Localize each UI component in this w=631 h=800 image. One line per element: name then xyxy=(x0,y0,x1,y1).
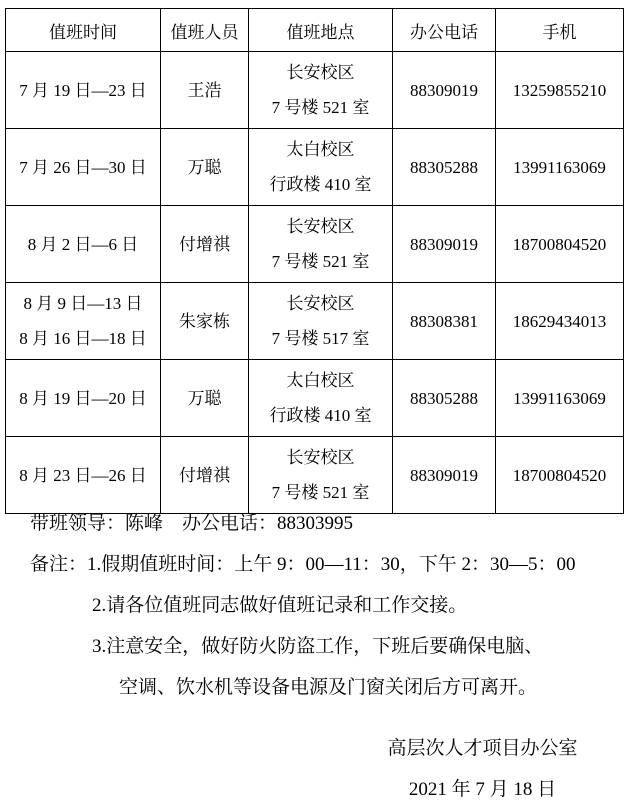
signature-block xyxy=(340,737,625,800)
cell-office-phone xyxy=(393,283,496,360)
cell-office-phone xyxy=(393,360,496,437)
office-phone: 88305288 xyxy=(410,388,478,408)
cell-office-phone xyxy=(393,129,496,206)
duty-person: 万聪 xyxy=(187,388,222,408)
duty-schedule-table xyxy=(5,8,624,514)
mobile-number: 18629434013 xyxy=(512,311,607,331)
cell-duty-person xyxy=(161,437,249,514)
cell-duty-time xyxy=(6,283,161,360)
header-mobile: 手机 xyxy=(496,9,624,52)
office-phone: 88309019 xyxy=(410,234,478,254)
duty-person: 付增祺 xyxy=(179,234,230,254)
location-campus: 长安校区 xyxy=(286,448,355,467)
location-room: 行政楼 410 室 xyxy=(269,406,372,425)
leader-line: 带班领导：陈峰 办公电话：88303995 xyxy=(30,513,354,534)
duty-time-line: 8 月 9 日—13 日 xyxy=(23,294,143,313)
office-phone: 88309019 xyxy=(410,80,478,100)
location-campus: 太白校区 xyxy=(286,371,355,390)
cell-duty-person xyxy=(161,283,249,360)
cell-duty-person xyxy=(161,129,249,206)
signature-date: 2021 年 7 月 18 日 xyxy=(408,779,557,800)
office-phone: 88305288 xyxy=(410,157,478,177)
header-office-phone: 办公电话 xyxy=(393,9,496,52)
cell-duty-person xyxy=(161,52,249,129)
location-campus: 长安校区 xyxy=(286,294,355,313)
duty-time-line: 7 月 19 日—23 日 xyxy=(19,80,147,100)
cell-duty-time xyxy=(6,437,161,514)
cell-office-phone xyxy=(393,52,496,129)
location-campus: 太白校区 xyxy=(286,140,355,159)
header-duty-time: 值班时间 xyxy=(6,9,161,52)
cell-mobile xyxy=(496,52,624,129)
table-row xyxy=(6,437,624,514)
cell-mobile xyxy=(496,206,624,283)
duty-time-line: 8 月 16 日—18 日 xyxy=(19,329,147,348)
cell-duty-time xyxy=(6,206,161,283)
office-phone: 88309019 xyxy=(410,465,478,485)
cell-duty-location xyxy=(249,52,393,129)
cell-mobile xyxy=(496,360,624,437)
location-room: 7 号楼 521 室 xyxy=(271,483,370,502)
mobile-number: 18700804520 xyxy=(512,465,607,485)
cell-office-phone xyxy=(393,206,496,283)
mobile-number: 13991163069 xyxy=(513,157,606,177)
mobile-number: 13259855210 xyxy=(512,80,607,100)
location-campus: 长安校区 xyxy=(286,63,355,82)
note-2: 2.请各位值班同志做好值班记录和工作交接。 xyxy=(92,595,468,616)
duty-time-line: 7 月 26 日—30 日 xyxy=(19,157,147,177)
mobile-number: 18700804520 xyxy=(512,234,607,254)
table-row xyxy=(6,360,624,437)
table-row xyxy=(6,52,624,129)
signature-office: 高层次人才项目办公室 xyxy=(387,738,578,759)
note-1: 备注：1.假期值班时间：上午 9：00—11：30，下午 2：30—5：00 xyxy=(30,554,576,575)
table-header-row xyxy=(6,9,624,52)
cell-duty-location xyxy=(249,206,393,283)
cell-duty-person xyxy=(161,360,249,437)
office-phone: 88308381 xyxy=(410,311,478,331)
cell-mobile xyxy=(496,129,624,206)
cell-duty-time xyxy=(6,52,161,129)
duty-time-line: 8 月 19 日—20 日 xyxy=(19,388,147,408)
cell-duty-location xyxy=(249,360,393,437)
location-room: 7 号楼 521 室 xyxy=(271,252,370,271)
location-campus: 长安校区 xyxy=(286,217,355,236)
cell-duty-person xyxy=(161,206,249,283)
cell-duty-location xyxy=(249,283,393,360)
table-row xyxy=(6,206,624,283)
cell-duty-time xyxy=(6,129,161,206)
duty-person: 万聪 xyxy=(187,157,222,177)
duty-time-line: 8 月 2 日—6 日 xyxy=(27,234,139,254)
note-3-line-2: 空调、饮水机等设备电源及门窗关闭后方可离开。 xyxy=(119,677,538,698)
note-3-line-1: 3.注意安全，做好防火防盗工作，下班后要确保电脑、 xyxy=(92,636,544,657)
header-duty-location: 值班地点 xyxy=(249,9,393,52)
mobile-number: 13991163069 xyxy=(513,388,606,408)
location-room: 7 号楼 521 室 xyxy=(271,98,370,117)
table-row xyxy=(6,129,624,206)
duty-time-line: 8 月 23 日—26 日 xyxy=(19,465,147,485)
duty-person: 付增祺 xyxy=(179,465,230,485)
duty-person: 朱家栋 xyxy=(179,311,230,331)
location-room: 7 号楼 517 室 xyxy=(271,329,370,348)
cell-office-phone xyxy=(393,437,496,514)
table-row xyxy=(6,283,624,360)
header-duty-person: 值班人员 xyxy=(161,9,249,52)
cell-duty-location xyxy=(249,437,393,514)
cell-mobile xyxy=(496,437,624,514)
duty-person: 王浩 xyxy=(187,80,222,100)
location-room: 行政楼 410 室 xyxy=(269,175,372,194)
cell-mobile xyxy=(496,283,624,360)
cell-duty-time xyxy=(6,360,161,437)
cell-duty-location xyxy=(249,129,393,206)
